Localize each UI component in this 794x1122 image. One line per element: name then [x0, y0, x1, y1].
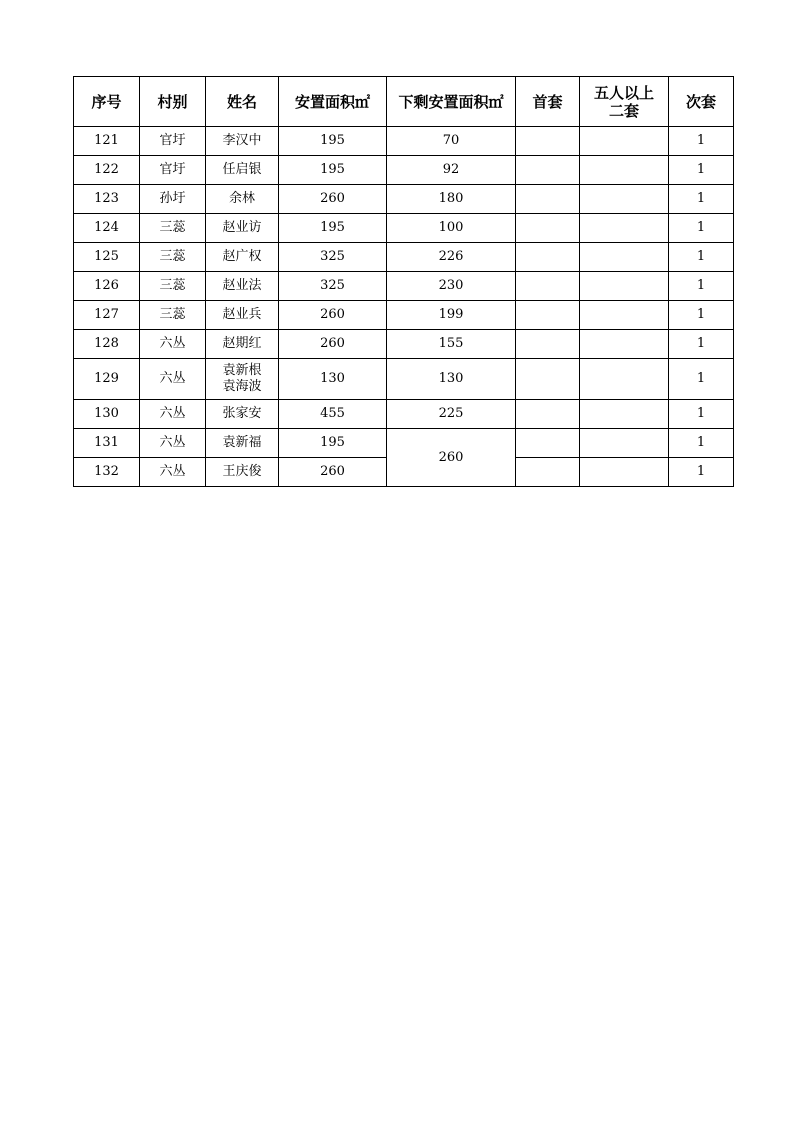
cell-second-set: 1 — [669, 429, 734, 458]
cell-first-set — [516, 458, 580, 487]
cell-first-set — [516, 185, 580, 214]
cell-village: 六丛 — [140, 330, 206, 359]
cell-name — [206, 272, 279, 301]
cell-five-plus-second-set — [580, 429, 669, 458]
cell-village: 六丛 — [140, 458, 206, 487]
header-second-set: 次套 — [669, 77, 734, 127]
cell-placement-area: 195 — [279, 156, 387, 185]
person-name: 李汉中 — [222, 133, 262, 148]
cell-name — [206, 127, 279, 156]
cell-remaining-area: 230 — [387, 272, 516, 301]
cell-remaining-area: 199 — [387, 301, 516, 330]
cell-five-plus-second-set — [580, 301, 669, 330]
cell-village: 三蕊 — [140, 272, 206, 301]
person-name: 袁新根 — [222, 363, 262, 378]
cell-village: 三蕊 — [140, 301, 206, 330]
table-row — [74, 301, 734, 330]
cell-placement-area: 260 — [279, 330, 387, 359]
table-row — [74, 243, 734, 272]
cell-name — [206, 185, 279, 214]
cell-remaining-area: 260 — [387, 429, 516, 487]
person-name: 王庆俊 — [222, 464, 262, 479]
table-row — [74, 214, 734, 243]
table-row — [74, 127, 734, 156]
cell-village: 官圩 — [140, 127, 206, 156]
cell-five-plus-second-set — [580, 127, 669, 156]
placement-table-container — [73, 76, 734, 487]
cell-first-set — [516, 156, 580, 185]
cell-village: 六丛 — [140, 429, 206, 458]
cell-placement-area: 260 — [279, 458, 387, 487]
cell-second-set: 1 — [669, 359, 734, 400]
cell-second-set: 1 — [669, 330, 734, 359]
header-five-plus-second-set — [580, 77, 669, 127]
cell-remaining-area: 92 — [387, 156, 516, 185]
cell-name — [206, 156, 279, 185]
person-name: 赵业兵 — [222, 307, 262, 322]
person-name: 袁海波 — [222, 379, 262, 394]
cell-second-set: 1 — [669, 272, 734, 301]
cell-placement-area: 195 — [279, 429, 387, 458]
table-row — [74, 156, 734, 185]
cell-serial-number: 125 — [74, 243, 140, 272]
cell-serial-number: 128 — [74, 330, 140, 359]
cell-second-set: 1 — [669, 243, 734, 272]
cell-serial-number: 131 — [74, 429, 140, 458]
cell-serial-number: 122 — [74, 156, 140, 185]
header-five-plus-line2: 二套 — [608, 101, 639, 120]
cell-second-set: 1 — [669, 458, 734, 487]
cell-village: 官圩 — [140, 156, 206, 185]
cell-name — [206, 214, 279, 243]
cell-five-plus-second-set — [580, 330, 669, 359]
cell-five-plus-second-set — [580, 185, 669, 214]
cell-five-plus-second-set — [580, 400, 669, 429]
cell-village: 三蕊 — [140, 243, 206, 272]
person-name: 任启银 — [222, 162, 262, 177]
person-name: 赵业访 — [222, 220, 262, 235]
cell-remaining-area: 225 — [387, 400, 516, 429]
cell-remaining-area: 100 — [387, 214, 516, 243]
header-first-set: 首套 — [516, 77, 580, 127]
cell-first-set — [516, 429, 580, 458]
cell-first-set — [516, 330, 580, 359]
person-name: 张家安 — [222, 406, 262, 421]
cell-five-plus-second-set — [580, 458, 669, 487]
table-body — [74, 127, 734, 487]
cell-five-plus-second-set — [580, 359, 669, 400]
cell-village: 六丛 — [140, 359, 206, 400]
cell-name — [206, 301, 279, 330]
cell-remaining-area: 155 — [387, 330, 516, 359]
cell-second-set: 1 — [669, 400, 734, 429]
cell-village: 孙圩 — [140, 185, 206, 214]
cell-five-plus-second-set — [580, 156, 669, 185]
cell-name — [206, 458, 279, 487]
cell-second-set: 1 — [669, 301, 734, 330]
cell-placement-area: 195 — [279, 214, 387, 243]
cell-name — [206, 330, 279, 359]
table-row — [74, 429, 734, 458]
cell-serial-number: 129 — [74, 359, 140, 400]
person-name: 赵广权 — [222, 249, 262, 264]
header-row — [74, 77, 734, 127]
cell-village: 六丛 — [140, 400, 206, 429]
cell-remaining-area: 226 — [387, 243, 516, 272]
header-remaining-area: 下剩安置面积㎡ — [387, 77, 516, 127]
cell-name — [206, 359, 279, 400]
person-name: 赵业法 — [222, 278, 262, 293]
cell-first-set — [516, 359, 580, 400]
person-name: 袁新福 — [222, 435, 262, 450]
cell-five-plus-second-set — [580, 272, 669, 301]
cell-placement-area: 325 — [279, 243, 387, 272]
cell-placement-area: 195 — [279, 127, 387, 156]
cell-five-plus-second-set — [580, 214, 669, 243]
cell-serial-number: 132 — [74, 458, 140, 487]
cell-name — [206, 400, 279, 429]
table-row — [74, 400, 734, 429]
cell-second-set: 1 — [669, 156, 734, 185]
header-serial-number: 序号 — [74, 77, 140, 127]
cell-serial-number: 124 — [74, 214, 140, 243]
cell-first-set — [516, 301, 580, 330]
cell-serial-number: 121 — [74, 127, 140, 156]
header-village: 村别 — [140, 77, 206, 127]
person-name: 余林 — [228, 191, 255, 206]
cell-first-set — [516, 127, 580, 156]
person-name: 赵期红 — [222, 336, 262, 351]
cell-placement-area: 260 — [279, 185, 387, 214]
cell-first-set — [516, 214, 580, 243]
cell-serial-number: 127 — [74, 301, 140, 330]
cell-serial-number: 130 — [74, 400, 140, 429]
table-row — [74, 272, 734, 301]
cell-village: 三蕊 — [140, 214, 206, 243]
placement-table — [73, 76, 734, 487]
cell-placement-area: 260 — [279, 301, 387, 330]
header-five-plus-line1: 五人以上 — [593, 83, 654, 102]
table-row — [74, 185, 734, 214]
cell-remaining-area: 70 — [387, 127, 516, 156]
cell-placement-area: 325 — [279, 272, 387, 301]
cell-name — [206, 429, 279, 458]
cell-placement-area: 455 — [279, 400, 387, 429]
cell-first-set — [516, 243, 580, 272]
header-placement-area: 安置面积㎡ — [279, 77, 387, 127]
cell-second-set: 1 — [669, 127, 734, 156]
cell-remaining-area: 130 — [387, 359, 516, 400]
cell-first-set — [516, 400, 580, 429]
cell-serial-number: 123 — [74, 185, 140, 214]
header-name: 姓名 — [206, 77, 279, 127]
cell-second-set: 1 — [669, 185, 734, 214]
cell-serial-number: 126 — [74, 272, 140, 301]
cell-placement-area: 130 — [279, 359, 387, 400]
table-row — [74, 330, 734, 359]
cell-second-set: 1 — [669, 214, 734, 243]
table-row — [74, 359, 734, 400]
cell-first-set — [516, 272, 580, 301]
cell-five-plus-second-set — [580, 243, 669, 272]
cell-remaining-area: 180 — [387, 185, 516, 214]
cell-name — [206, 243, 279, 272]
